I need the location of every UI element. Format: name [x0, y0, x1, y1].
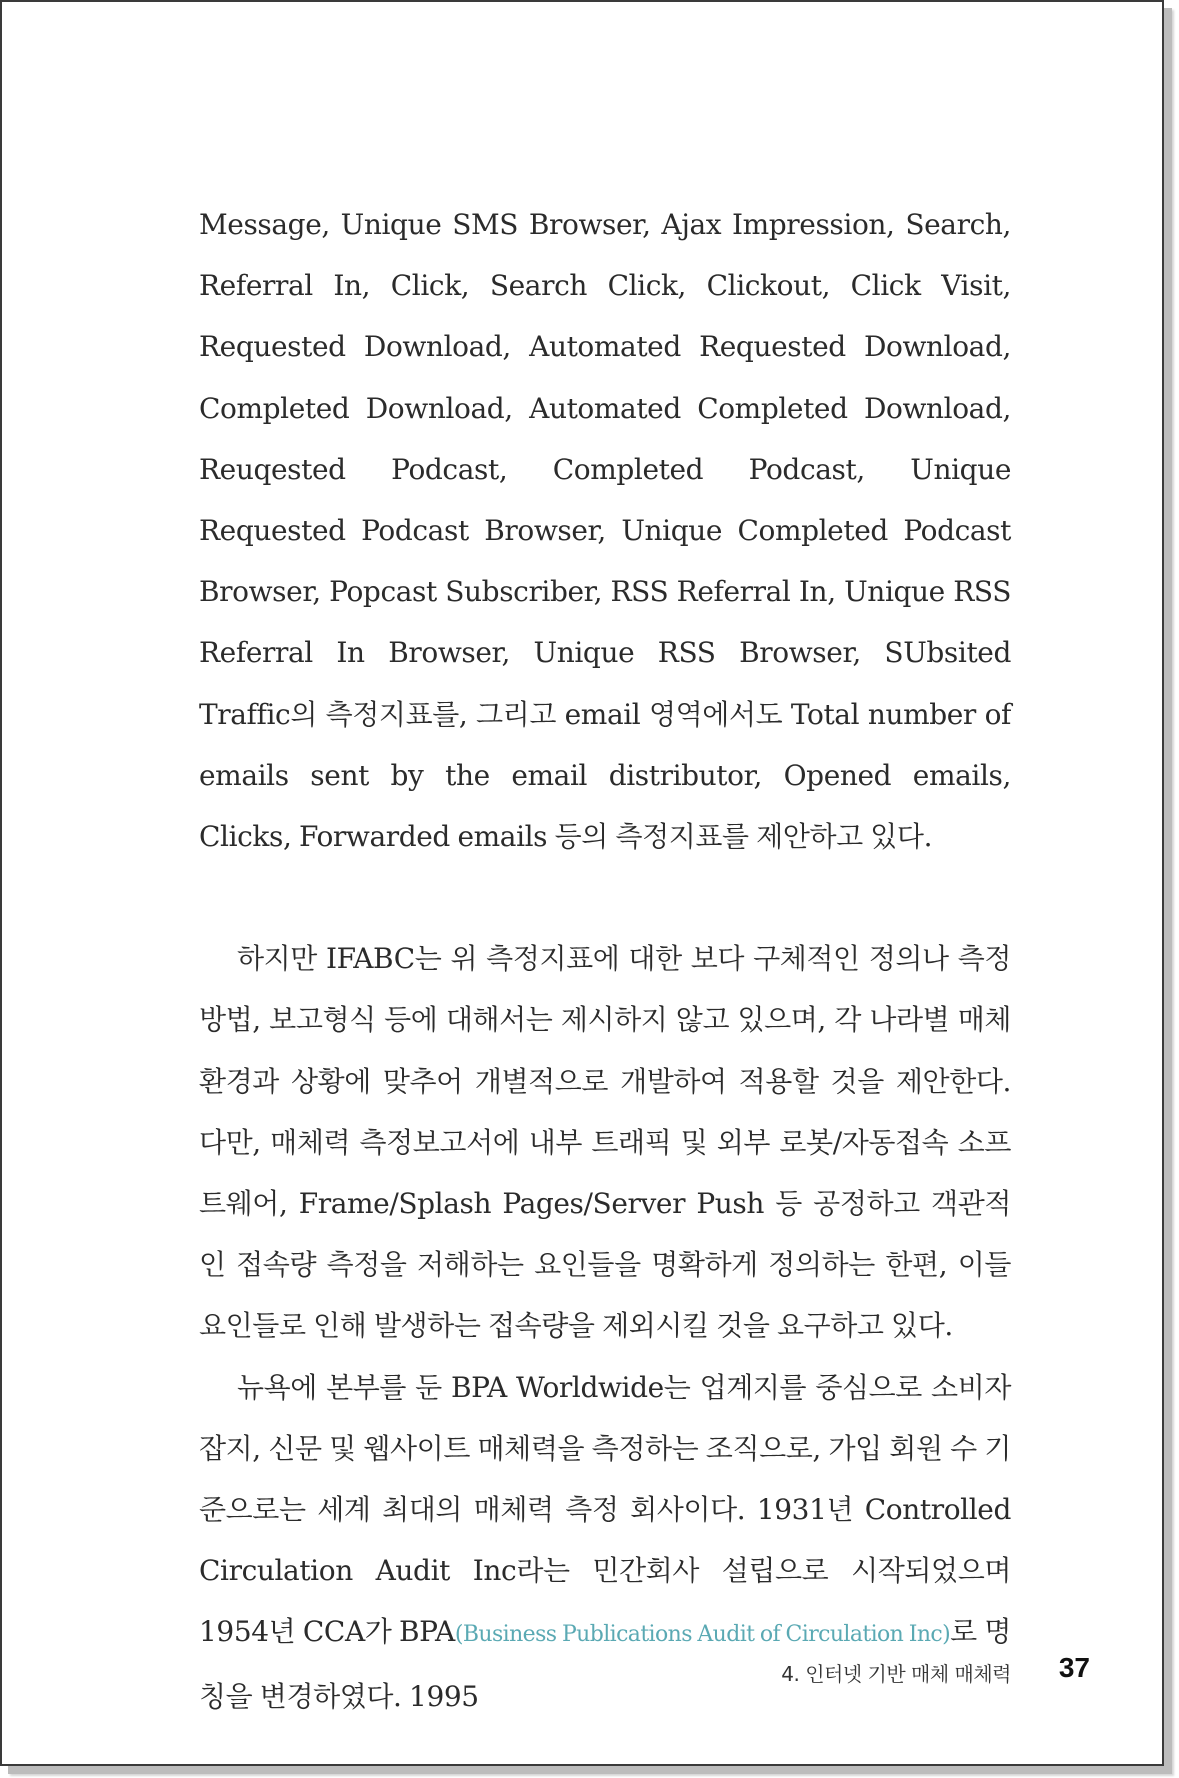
paragraph-bpa-text-end: 로 명칭을 변경하였다. 1995 — [199, 1615, 1011, 1713]
page-footer — [2, 1652, 1166, 1692]
paragraph-ifabc: 하지만 IFABC는 위 측정지표에 대한 보다 구체적인 정의나 측정방법, 보고형식 등에 대해서는 제시하지 않고 있으며, 각 나라별 매체환경과 상황에 맞추어 개별적으로 개발하여 적용할 것을 제안한다. 다만, 매체력 측정보고서에 내부 트래픽 및 외부 로봇/자동접속 소프트웨어, Frame/Splash Pages/Server Push 등 공정하고 객관적인 접속량 측정을 저해하는 요인들을 명확하게 정의하는 한편, 이들 요인들로 인해 발생하는 접속량을 제외시킬 것을 요구하고 있다. — [199, 942, 1011, 1343]
bpa-full-name: (Business Publications Audit of Circulation Inc) — [454, 1622, 951, 1648]
paragraph-metrics-list: Message, Unique SMS Browser, Ajax Impression, Search, Referral In, Click, Search Click, Clickout, Click Visit, Requested Download, Automated Requested Download, Completed Download, Automated Completed Download, Reuqested Podcast, Completed Podcast, Unique Requested Podcast Browser, Unique Completed Podcast Browser, Popcast Subscriber, RSS Referral In, Unique RSS Referral In Browser, Unique RSS Browser, SUbsited Traffic의 측정지표를, 그리고 email 영역에서도 Total number of emails sent by the email distributor, Opened emails, Clicks, Forwarded emails 등의 측정지표를 제안하고 있다. — [199, 208, 1011, 854]
chapter-title: 4. 인터넷 기반 매체 매체력 — [781, 1662, 1011, 1686]
paragraph-bpa-text: 뉴욕에 본부를 둔 BPA Worldwide는 업계지를 중심으로 소비자잡지, 신문 및 웹사이트 매체력을 측정하는 조직으로, 가입 회원 수 기준으로는 세계 최대의 매체력 측정 회사이다. 1931년 Controlled Circulation Audit Inc라는 민간회사 설립으로 시작되었으며 1954년 CCA가 BPA — [199, 1370, 1011, 1649]
page-number: 37 — [1058, 1652, 1090, 1683]
body-text — [199, 194, 1011, 1727]
